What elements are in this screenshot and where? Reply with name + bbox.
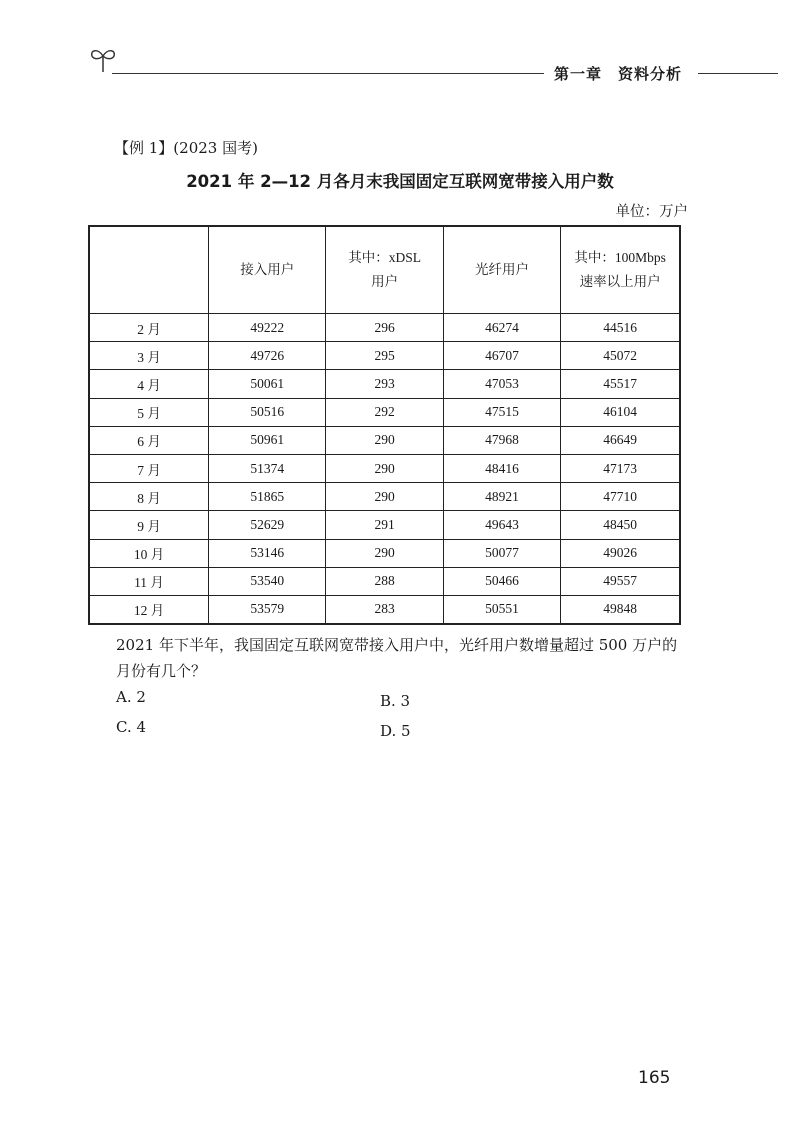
value-cell: 295 <box>326 342 443 370</box>
value-cell: 49643 <box>443 511 560 539</box>
value-cell: 290 <box>326 483 443 511</box>
table-row <box>89 370 680 398</box>
value-cell: 53579 <box>209 595 326 624</box>
month-cell: 5 月 <box>89 398 209 426</box>
month-cell: 11 月 <box>89 567 209 595</box>
value-cell: 49726 <box>209 342 326 370</box>
value-cell: 47710 <box>561 483 680 511</box>
value-cell: 48450 <box>561 511 680 539</box>
value-cell: 45517 <box>561 370 680 398</box>
option-a[interactable]: A. 2 <box>116 688 146 706</box>
month-cell: 7 月 <box>89 454 209 482</box>
value-cell: 47968 <box>443 426 560 454</box>
table-row <box>89 426 680 454</box>
value-cell: 47515 <box>443 398 560 426</box>
table-row <box>89 454 680 482</box>
month-cell: 10 月 <box>89 539 209 567</box>
value-cell: 50551 <box>443 595 560 624</box>
month-cell: 3 月 <box>89 342 209 370</box>
value-cell: 53540 <box>209 567 326 595</box>
value-cell: 50077 <box>443 539 560 567</box>
value-cell: 292 <box>326 398 443 426</box>
value-cell: 49848 <box>561 595 680 624</box>
column-header: 其中：xDSL 用户 <box>326 226 443 314</box>
value-cell: 53146 <box>209 539 326 567</box>
value-cell: 50466 <box>443 567 560 595</box>
table-row <box>89 398 680 426</box>
chapter-title: 第一章 资料分析 <box>554 65 683 83</box>
table-header-row <box>89 226 680 314</box>
month-cell: 2 月 <box>89 314 209 342</box>
column-header: 其中：100Mbps 速率以上用户 <box>561 226 680 314</box>
column-header <box>89 226 209 314</box>
page-number: 165 <box>638 1068 671 1088</box>
table-row <box>89 567 680 595</box>
value-cell: 290 <box>326 454 443 482</box>
value-cell: 291 <box>326 511 443 539</box>
month-cell: 8 月 <box>89 483 209 511</box>
value-cell: 49026 <box>561 539 680 567</box>
value-cell: 52629 <box>209 511 326 539</box>
value-cell: 50061 <box>209 370 326 398</box>
value-cell: 48921 <box>443 483 560 511</box>
value-cell: 296 <box>326 314 443 342</box>
column-header: 接入用户 <box>209 226 326 314</box>
value-cell: 46274 <box>443 314 560 342</box>
value-cell: 44516 <box>561 314 680 342</box>
value-cell: 47173 <box>561 454 680 482</box>
table-row <box>89 539 680 567</box>
table-row <box>89 483 680 511</box>
value-cell: 290 <box>326 539 443 567</box>
header-rule-left <box>112 73 544 74</box>
value-cell: 283 <box>326 595 443 624</box>
table-body <box>89 314 680 625</box>
value-cell: 293 <box>326 370 443 398</box>
header-rule-right <box>698 73 778 74</box>
month-cell: 6 月 <box>89 426 209 454</box>
data-table <box>88 225 681 625</box>
value-cell: 46104 <box>561 398 680 426</box>
month-cell: 4 月 <box>89 370 209 398</box>
value-cell: 46707 <box>443 342 560 370</box>
value-cell: 50516 <box>209 398 326 426</box>
table-row <box>89 314 680 342</box>
sprout-icon <box>88 44 118 74</box>
question-body: 2021 年下半年，我国固定互联网宽带接入用户中，光纤用户数增量超过 500 万户的月份有几个？ <box>116 636 678 680</box>
option-c[interactable]: C. 4 <box>116 718 147 736</box>
value-cell: 50961 <box>209 426 326 454</box>
value-cell: 49222 <box>209 314 326 342</box>
value-cell: 288 <box>326 567 443 595</box>
value-cell: 51865 <box>209 483 326 511</box>
question-text <box>88 632 688 684</box>
column-header: 光纤用户 <box>443 226 560 314</box>
option-b[interactable]: B. 3 <box>380 692 411 710</box>
value-cell: 46649 <box>561 426 680 454</box>
value-cell: 47053 <box>443 370 560 398</box>
value-cell: 49557 <box>561 567 680 595</box>
table-unit: 单位：万户 <box>615 204 688 220</box>
value-cell: 48416 <box>443 454 560 482</box>
month-cell: 9 月 <box>89 511 209 539</box>
table-row <box>89 342 680 370</box>
example-label: 【例 1】(2023 国考) <box>114 139 258 157</box>
table-title: 2021 年 2—12 月各月末我国固定互联网宽带接入用户数 <box>186 172 614 191</box>
table-row <box>89 595 680 624</box>
value-cell: 51374 <box>209 454 326 482</box>
value-cell: 45072 <box>561 342 680 370</box>
table-row <box>89 511 680 539</box>
month-cell: 12 月 <box>89 595 209 624</box>
option-d[interactable]: D. 5 <box>380 722 411 740</box>
value-cell: 290 <box>326 426 443 454</box>
